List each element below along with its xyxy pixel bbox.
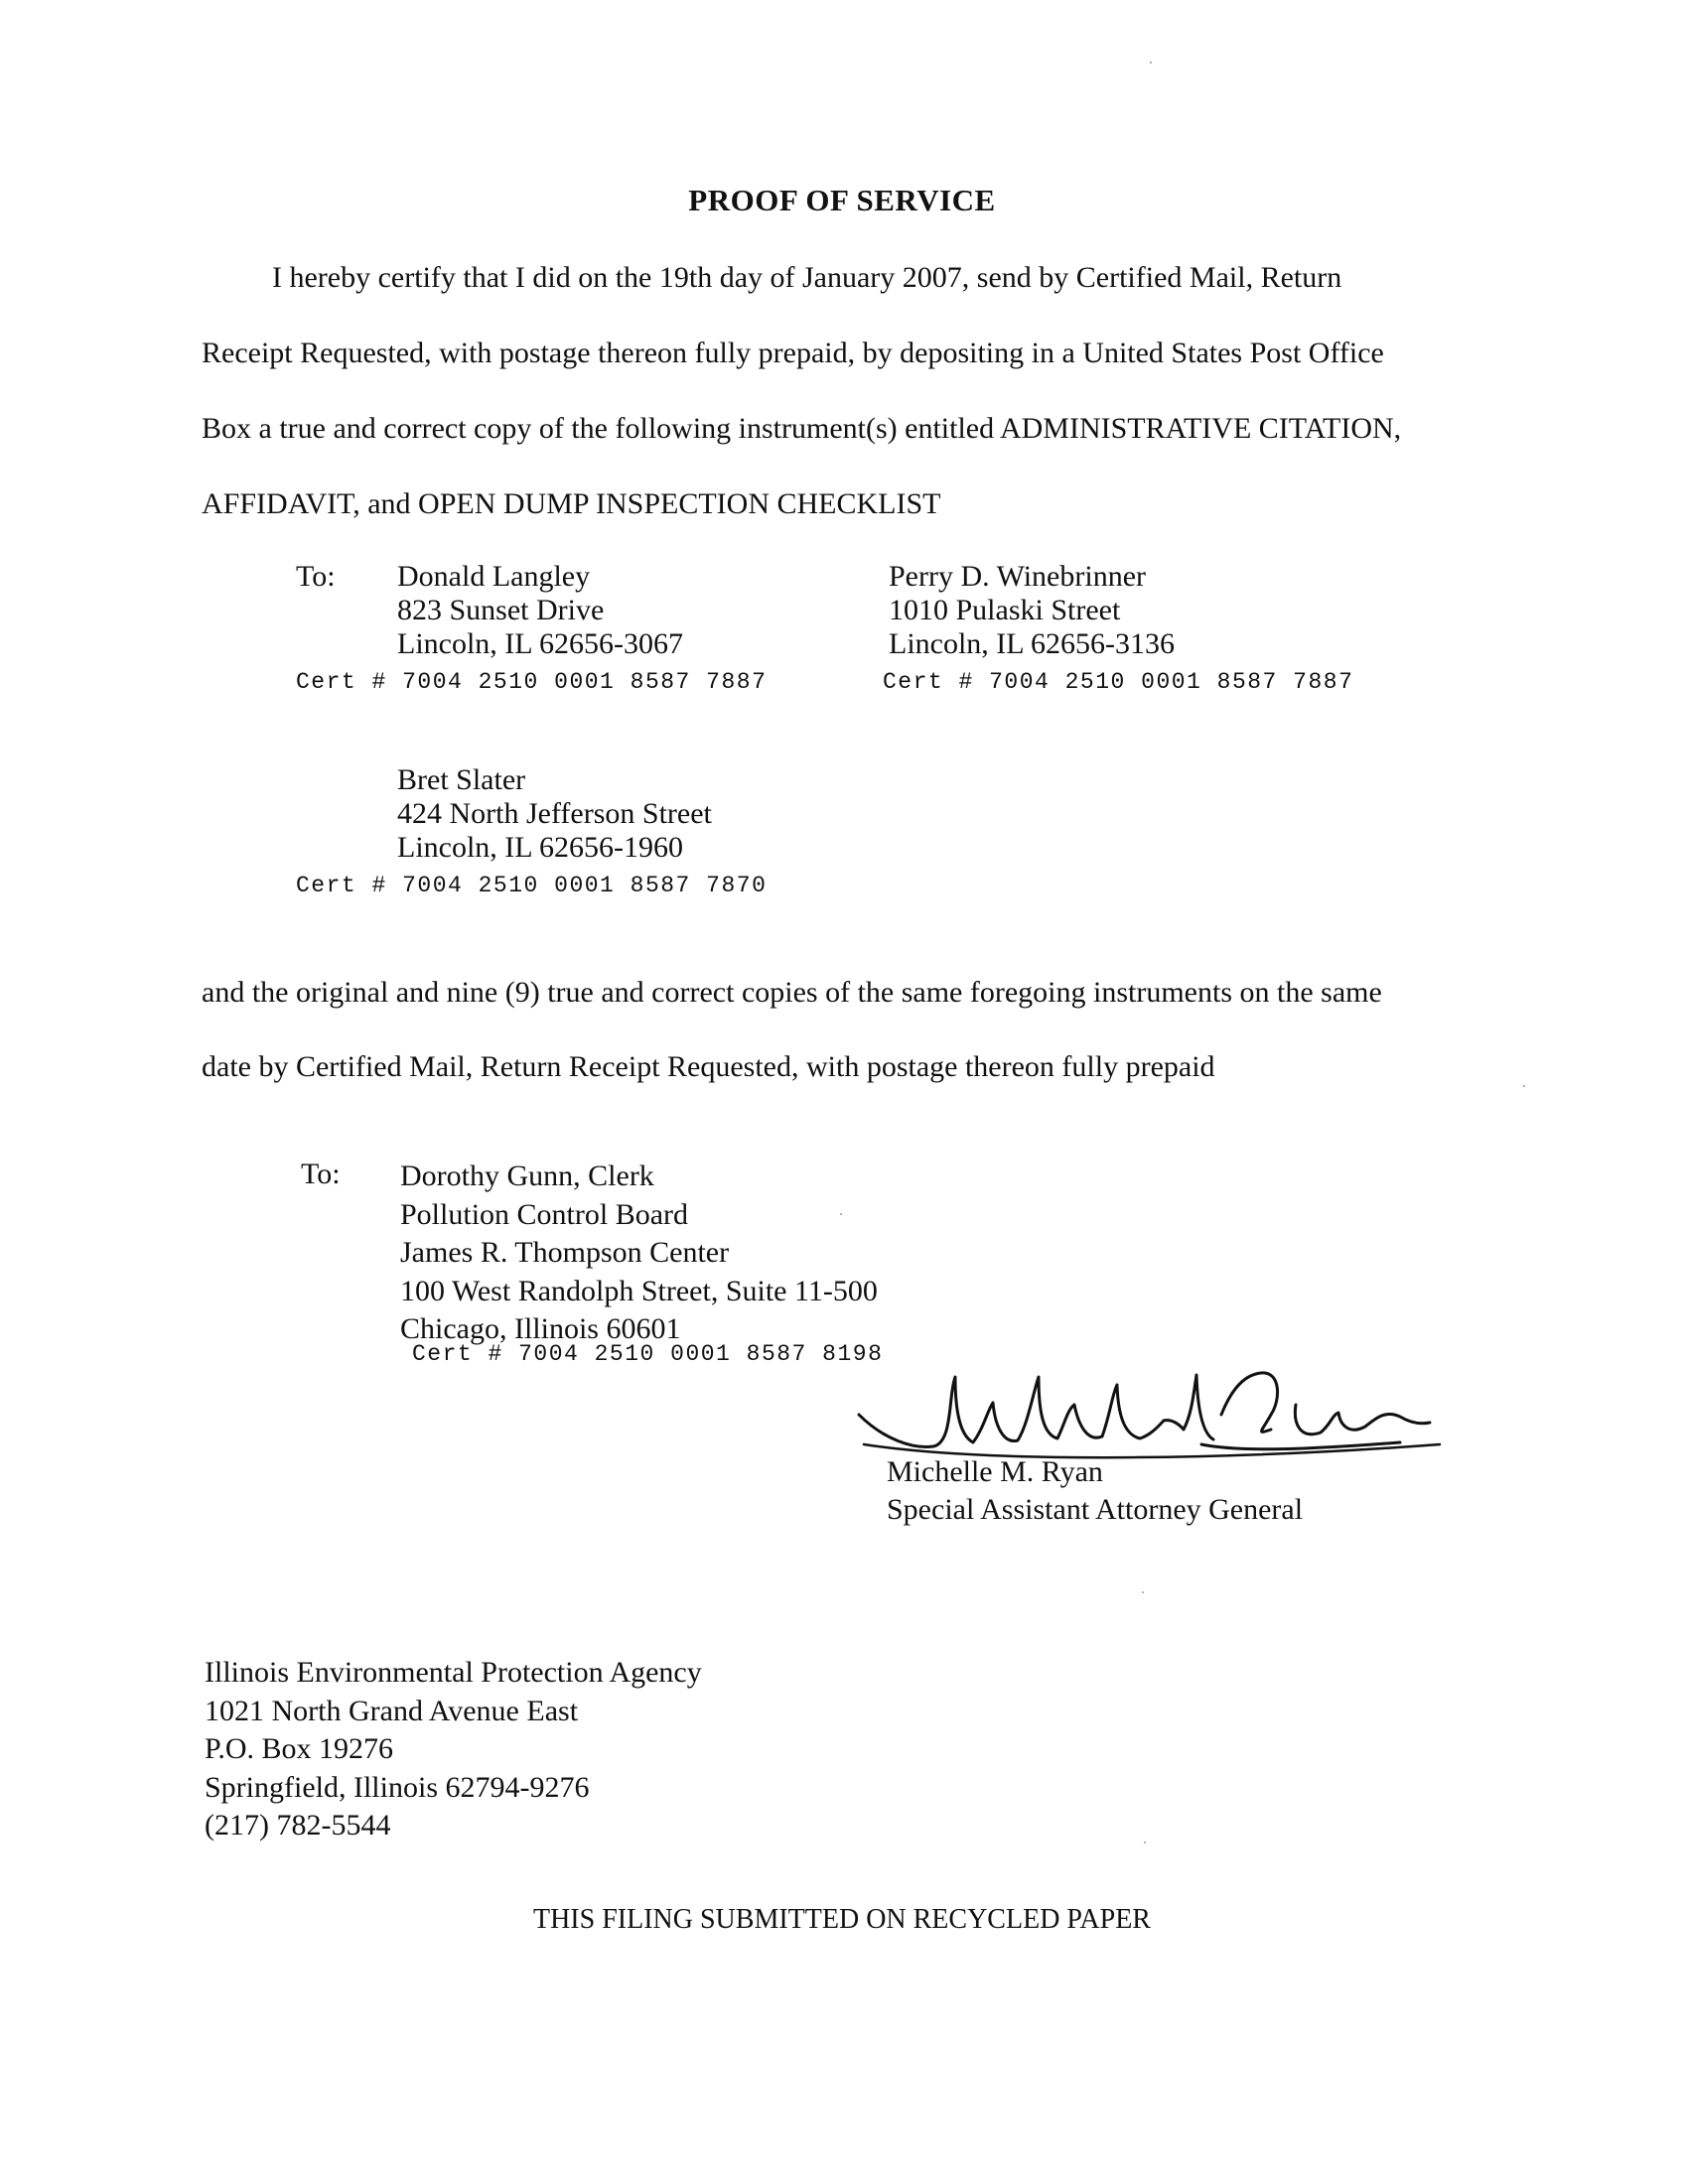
clerk-board: Pollution Control Board <box>400 1197 689 1231</box>
agency-street: 1021 North Grand Avenue East <box>205 1694 579 1727</box>
signer-block <box>887 1455 1303 1527</box>
clerk-name: Dorothy Gunn, Clerk <box>400 1160 654 1192</box>
scan-speck <box>1150 62 1152 64</box>
scan-speck <box>1523 1085 1525 1087</box>
recipient-name: Perry D. Winebrinner <box>889 560 1146 593</box>
recipient-city: Lincoln, IL 62656-1960 <box>397 831 684 864</box>
signer-name: Michelle M. Ryan <box>887 1455 1103 1488</box>
recipient-cert-number: Cert # 7004 2510 0001 8587 7870 <box>296 873 768 898</box>
recycled-paper-notice: THIS FILING SUBMITTED ON RECYCLED PAPER <box>532 1904 1151 1935</box>
agency-address <box>205 1654 702 1845</box>
recipient-address <box>889 560 1175 661</box>
scan-speck <box>840 1213 842 1215</box>
clerk-building: James R. Thompson Center <box>400 1236 730 1269</box>
clerk-cert-number: Cert # 7004 2510 0001 8587 8198 <box>412 1341 884 1367</box>
scan-speck <box>1142 1591 1144 1593</box>
recipient-address <box>397 560 683 661</box>
recipient-street: 424 North Jefferson Street <box>397 797 712 830</box>
intro-line-1: I hereby certify that I did on the 19th day of January 2007, send by Certified Mail, Return <box>272 261 1342 294</box>
scan-speck <box>1144 1842 1146 1843</box>
intro-line-4: AFFIDAVIT, and OPEN DUMP INSPECTION CHECKLIST <box>202 487 941 520</box>
recipient-street: 823 Sunset Drive <box>397 594 605 626</box>
document-title: PROOF OF SERVICE <box>688 183 996 217</box>
agency-po-box: P.O. Box 19276 <box>205 1732 394 1765</box>
recipient-address <box>397 763 712 865</box>
intro-line-3: Box a true and correct copy of the following instrument(s) entitled ADMINISTRATIVE CITATION, <box>202 412 1402 445</box>
recipient-name: Donald Langley <box>397 560 591 593</box>
clerk-street: 100 West Randolph Street, Suite 11-500 <box>400 1274 878 1307</box>
signer-title: Special Assistant Attorney General <box>887 1493 1304 1526</box>
recipient-city: Lincoln, IL 62656-3067 <box>397 627 684 660</box>
clerk-city: Chicago, Illinois 60601 <box>400 1312 681 1345</box>
recipient-city: Lincoln, IL 62656-3136 <box>889 627 1176 660</box>
recipient-street: 1010 Pulaski Street <box>889 594 1121 626</box>
to-label-recipients: To: <box>296 560 336 593</box>
to-label-clerk: To: <box>301 1158 341 1190</box>
agency-name: Illinois Environmental Protection Agency <box>205 1656 702 1689</box>
second-line-2: date by Certified Mail, Return Receipt Requested, with postage thereon fully prepaid <box>202 1050 1215 1083</box>
recipient-cert-number: Cert # 7004 2510 0001 8587 7887 <box>296 669 768 695</box>
agency-city: Springfield, Illinois 62794-9276 <box>205 1770 590 1804</box>
clerk-address <box>400 1158 878 1349</box>
second-line-1: and the original and nine (9) true and correct copies of the same foregoing instruments on the same <box>202 976 1382 1009</box>
recipient-name: Bret Slater <box>397 763 526 796</box>
recipient-cert-number: Cert # 7004 2510 0001 8587 7887 <box>883 669 1354 695</box>
agency-phone: (217) 782-5544 <box>205 1809 391 1842</box>
intro-line-2: Receipt Requested, with postage thereon fully prepaid, by depositing in a United States Post Office <box>202 337 1384 369</box>
